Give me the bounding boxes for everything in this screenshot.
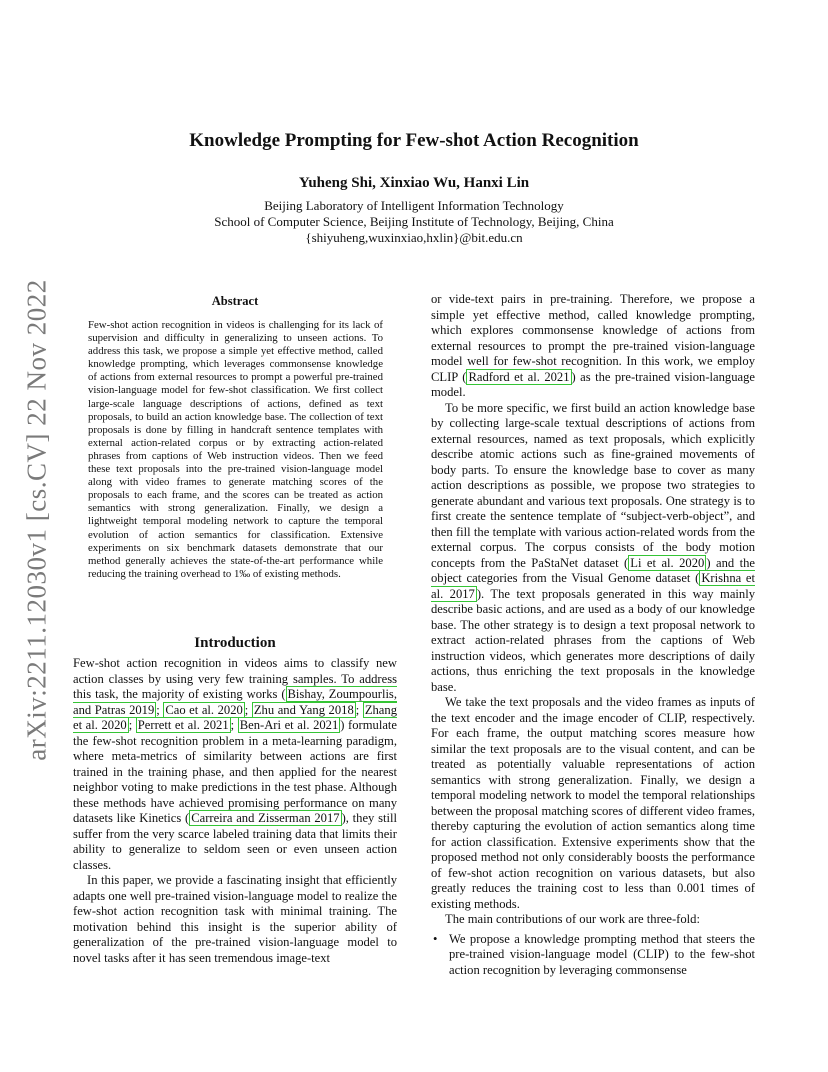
body-text: ). The text proposals generated in this way mainly describe basic actions, and are used as a body of our knowledge base. The other strategy is to design a text proposal network to extract action-related phrases from the captions of Web instruction videos, which generates more descriptions of daily actions, thus enriching the text proposals in the knowledge base. bbox=[431, 586, 755, 694]
body-text: To be more specific, we first build an action knowledge base by collecting large-scale textual descriptions of actions from external resources, named as text proposals, which explicitly describe atomic actions such as fine-grained movements of body parts. To ensure the knowledge base to cover as many action descriptions as possible, we propose two strategies to generate abundant and various text proposals. One strategy is to first create the sentence template of “subject-verb-object”, and then fill the template with various action-related words from the external corpus. The corpus consists of the body motion concepts from the PaStaNet dataset ( bbox=[431, 400, 755, 570]
contribution-item bbox=[433, 931, 755, 979]
citation-link[interactable]: Krishna et al. 2017 bbox=[431, 571, 755, 601]
introduction-heading: Introduction bbox=[194, 635, 276, 651]
paper-authors: Yuheng Shi, Xinxiao Wu, Hanxi Lin bbox=[298, 175, 530, 191]
citation-link[interactable]: Bishay, Zoumpourlis, and Patras 2019 bbox=[73, 687, 397, 717]
intro-text: ) formulate the few-shot recognition problem in a meta-learning paradigm, where meta-metrics of similarity between actions are first trained in the training phase, and then applied for the nearest neighbor voting to make predictions in the test phase. Although these methods have achieved promising performance on many datasets like Kinetics ( bbox=[73, 718, 397, 825]
abstract-text: Few-shot action recognition in videos is challenging for its lack of supervision and difficulty in generalizing to unseen actions. To address this task, we propose a simple yet effective method, called knowledge prompting, which leverages commonsense knowledge of actions from external resources to prompt a powerful pre-trained vision-language model for few-shot classification. We first collect large-scale language descriptions of actions, defined as text proposals, to build an action knowledge base. The collection of text proposals is done by filling in handcraft sentence templates with external action-related corpus or by extracting action-related phrases from captions of Web instruction videos. Then we feed these text proposals into the pre-trained vision-language model along with video frames to generate matching scores of the proposals to each frame, and the scores can be treated as action semantics with strong generalization. Finally, we design a lightweight temporal modeling network to capture the temporal evolution of action semantics for classification. Extensive experiments on six benchmark datasets demonstrate that our method generally achieves the state-of-the-art performance while reducing the training overhead to 1‰ of existing methods. bbox=[88, 319, 383, 580]
body-text: or vide-text pairs in pre-training. Therefore, we propose a simple yet effective method, called knowledge prompting, which explores commonsense knowledge of actions from external resources to prompt the pre-trained vision-language model well for few-shot recognition. In this work, we employ CLIP ( bbox=[431, 292, 755, 384]
body-text: ) and the object categories from the Visual Genome dataset ( bbox=[431, 555, 756, 585]
contribution-text: We propose a knowledge prompting method that steers the pre-trained vision-language model (CLIP) to the few-shot action recognition by leveraging commonsense bbox=[449, 931, 755, 977]
intro-text: Few-shot action recognition in videos aims to classify new action classes by using very few training samples. To address this task, the majority of existing works ( bbox=[73, 656, 397, 701]
right-paragraph-1 bbox=[431, 292, 755, 401]
paper-title: Knowledge Prompting for Few-shot Action Recognition bbox=[189, 130, 639, 151]
intro-paragraph-1 bbox=[73, 656, 397, 873]
affiliation-school: School of Computer Science, Beijing Institute of Technology, Beijing, China bbox=[214, 214, 614, 229]
citation-link[interactable]: Ben-Ari et al. 2021 bbox=[239, 718, 339, 732]
intro-text: ; bbox=[156, 702, 164, 717]
intro-text: ; bbox=[128, 718, 136, 732]
intro-paragraph-2: In this paper, we provide a fascinating insight that efficiently adapts one well pre-trained vision-language model to realize the few-shot action recognition task with minimal training. The motivation behind this insight is the superior ability of generalization of the pre-trained vision-language model to novel tasks after it has seen tremendous image-text bbox=[73, 873, 397, 965]
citation-link[interactable]: Zhang et al. 2020 bbox=[73, 702, 397, 732]
citation-link[interactable]: Li et al. 2020 bbox=[630, 555, 705, 570]
intro-text: ), they still suffer from the very scarce labeled training data that limits their ability to generalize to seldom seen or even unseen action classes. bbox=[73, 811, 398, 872]
citation-link[interactable]: Radford et al. 2021 bbox=[468, 369, 570, 384]
intro-text: ; bbox=[244, 702, 252, 717]
right-column bbox=[431, 292, 755, 978]
affiliation-emails: {shiyuheng,wuxinxiao,hxlin}@bit.edu.cn bbox=[305, 230, 523, 245]
citation-link[interactable]: Cao et al. 2020 bbox=[165, 702, 243, 717]
contributions-list bbox=[431, 932, 755, 979]
citation-link[interactable]: Carreira and Zisserman 2017 bbox=[191, 811, 340, 825]
right-paragraph-3: We take the text proposals and the video frames as inputs of the text encoder and the image encoder of CLIP, respectively. For each frame, the output matching scores measure how similar the text proposals are to the visual content, and can be treated as potentially valuable representations of action semantics with strong generalization. Finally, we design a temporal modeling network to model the temporal relationships between the proposal matching scores of different video frames, thereby capturing the evolution of action semantics along time for action classification. Extensive experiments show that the proposed method not only considerably boosts the performance of few-shot action recognition on various datasets, but also greatly reduces the training cost to less than 0.001 times of existing methods. bbox=[431, 695, 755, 911]
body-text: ) as the pre-trained vision-language model. bbox=[431, 369, 755, 399]
intro-text: ; bbox=[230, 718, 238, 732]
citation-link[interactable]: Zhu and Yang 2018 bbox=[253, 702, 354, 717]
arxiv-identifier: arXiv:2211.12030v1 [cs.CV] 22 Nov 2022 bbox=[21, 279, 52, 761]
right-paragraph-2 bbox=[431, 401, 755, 696]
bullet-icon: • bbox=[433, 931, 438, 946]
abstract-heading: Abstract bbox=[211, 294, 259, 308]
introduction-body bbox=[73, 656, 397, 966]
right-paragraph-4: The main contributions of our work are three-fold: bbox=[445, 912, 700, 926]
intro-text: ; bbox=[355, 702, 363, 717]
affiliation-lab: Beijing Laboratory of Intelligent Information Technology bbox=[264, 198, 564, 213]
affiliation-block bbox=[0, 198, 828, 246]
citation-link[interactable]: Perrett et al. 2021 bbox=[137, 718, 229, 732]
